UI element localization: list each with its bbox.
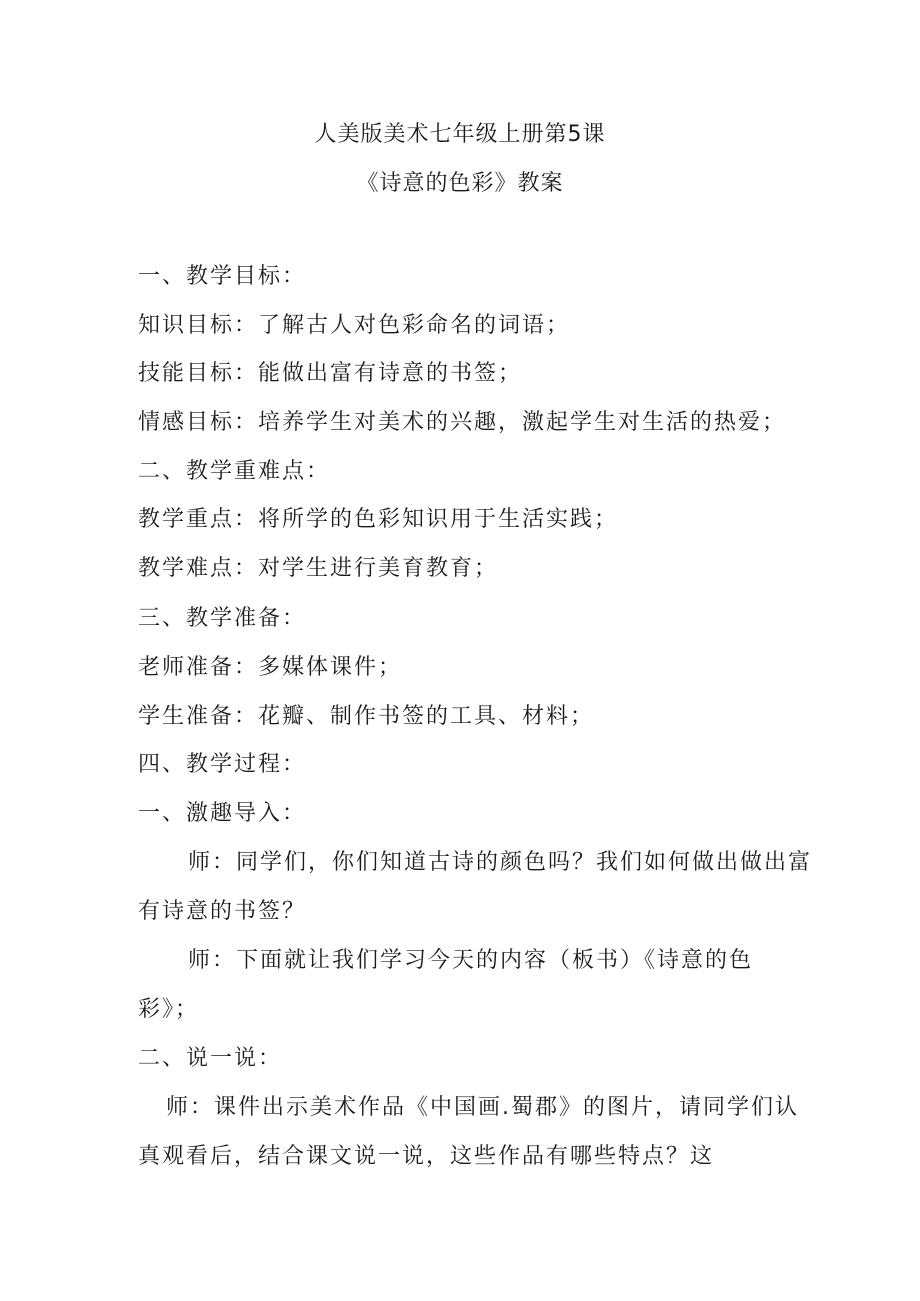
section-heading-preparation: 三、教学准备： xyxy=(138,606,307,631)
paragraph-discuss-1: 师：课件出示美术作品《中国画.蜀郡》的图片，请同学们认 xyxy=(166,1095,799,1120)
paragraph-discuss-1-cont: 真观看后，结合课文说一说，这些作品有哪些特点？这 xyxy=(138,1144,715,1169)
section-heading-key-points: 二、教学重难点： xyxy=(138,459,331,484)
paragraph-teacher-prep: 老师准备：多媒体课件； xyxy=(138,655,403,680)
paragraph-emotion-goal: 情感目标：培养学生对美术的兴趣，激起学生对生活的热爱； xyxy=(138,410,787,435)
paragraph-skill-goal: 技能目标：能做出富有诗意的书签； xyxy=(138,361,523,386)
paragraph-key-point: 教学重点：将所学的色彩知识用于生活实践； xyxy=(138,507,619,532)
paragraph-student-prep: 学生准备：花瓣、制作书签的工具、材料； xyxy=(138,704,595,729)
paragraph-difficulty: 教学难点：对学生进行美育教育； xyxy=(138,556,499,581)
paragraph-intro-2-cont: 彩》； xyxy=(138,997,200,1022)
subsection-heading-discuss: 二、说一说： xyxy=(138,1046,283,1071)
document-title: 人美版美术七年级上册第5课 xyxy=(314,122,606,147)
section-heading-process: 四、教学过程： xyxy=(138,752,307,777)
section-heading-objectives: 一、教学目标： xyxy=(138,264,307,289)
paragraph-intro-2: 师：下面就让我们学习今天的内容（板书）《诗意的色 xyxy=(188,948,754,973)
paragraph-intro-1: 师：同学们，你们知道古诗的颜色吗？我们如何做出做出富 xyxy=(188,850,813,875)
paragraph-intro-1-cont: 有诗意的书签？ xyxy=(138,899,307,924)
document-subtitle: 《诗意的色彩》教案 xyxy=(356,171,564,196)
paragraph-knowledge-goal: 知识目标：了解古人对色彩命名的词语； xyxy=(138,313,571,338)
subsection-heading-intro: 一、激趣导入： xyxy=(138,801,307,826)
